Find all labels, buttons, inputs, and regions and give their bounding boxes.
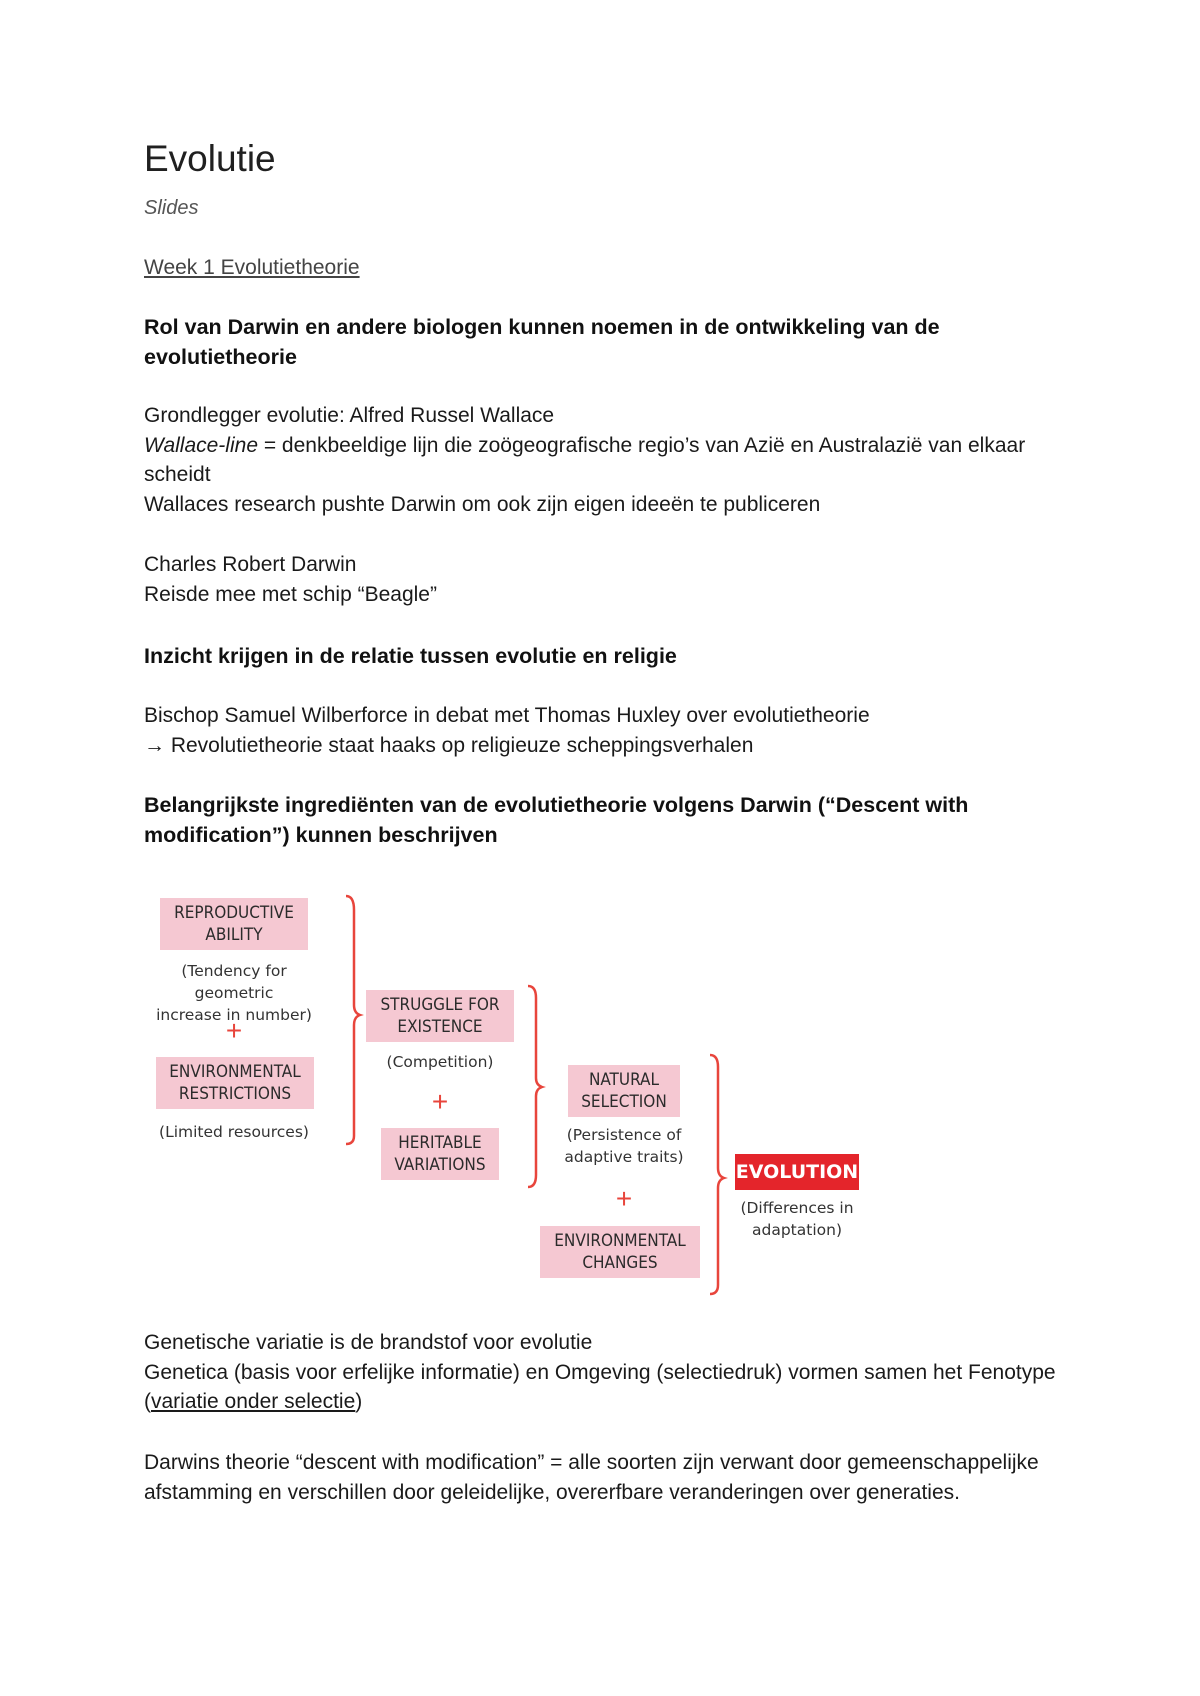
text-line: Grondlegger evolutie: Alfred Russel Wallace <box>144 404 555 427</box>
evolution-caption: (Differences in adaptation) <box>740 1199 854 1239</box>
plus-sign: + <box>615 1183 633 1214</box>
descent-with-modification-diagram <box>144 880 884 1300</box>
reproductive-ability-caption: (Tendency for geometric increase in number) <box>156 962 312 1024</box>
wallace-line-definition: = denkbeeldige lijn die zoögeografische regio’s van Azië en Australazië van elkaar scheidt <box>144 433 1026 486</box>
genetics-text: Genetica (basis voor erfelijke informatie) en Omgeving (selectiedruk) vormen samen het Fenotype ( <box>144 1360 1056 1413</box>
text-line: Bischop Samuel Wilberforce in debat met Thomas Huxley over evolutietheorie <box>144 704 870 727</box>
paragraph-darwin <box>144 550 1064 609</box>
plus-sign: + <box>431 1086 449 1117</box>
reproductive-ability-box: REPRODUCTIVE ABILITY <box>160 898 308 950</box>
heritable-variations-box: HERITABLE VARIATIONS <box>381 1128 499 1180</box>
section-heading-ingredients: Belangrijkste ingrediënten van de evolutietheorie volgens Darwin (“Descent with modification”) kunnen beschrijven <box>144 793 969 847</box>
environmental-restrictions-box: ENVIRONMENTAL RESTRICTIONS <box>156 1057 314 1109</box>
page-subtitle: Slides <box>144 197 199 219</box>
wallace-line-term: Wallace-line <box>144 433 258 457</box>
text-line <box>144 431 1064 490</box>
bracket-1 <box>346 896 360 1144</box>
environmental-changes-box: ENVIRONMENTAL CHANGES <box>540 1226 700 1278</box>
closing-paren: ) <box>355 1390 363 1413</box>
page-title: Evolutie <box>144 138 276 179</box>
section-heading-darwin: Rol van Darwin en andere biologen kunnen noemen in de ontwikkeling van de evolutietheorie <box>144 315 940 369</box>
struggle-for-existence-box: STRUGGLE FOR EXISTENCE <box>366 990 514 1042</box>
text-line: Genetische variatie is de brandstof voor evolutie <box>144 1331 593 1354</box>
natural-selection-caption: (Persistence of adaptive traits) <box>564 1126 684 1166</box>
environmental-restrictions-caption: (Limited resources) <box>159 1123 309 1141</box>
evolution-label: EVOLUTION <box>735 1154 859 1190</box>
paragraph-wallace <box>144 401 1064 519</box>
text-line: Reisde mee met schip “Beagle” <box>144 582 437 606</box>
text-line: → Revolutietheorie staat haaks op religieuze scheppingsverhalen <box>144 733 754 757</box>
text-line: Wallaces research pushte Darwin om ook zijn eigen ideeën te publiceren <box>144 492 821 516</box>
text-line <box>144 1358 1064 1417</box>
week-heading: Week 1 Evolutietheorie <box>144 256 360 279</box>
bracket-3 <box>710 1055 724 1294</box>
text-line: Charles Robert Darwin <box>144 553 357 576</box>
struggle-for-existence-caption: (Competition) <box>386 1053 494 1071</box>
section-heading-religion: Inzicht krijgen in de relatie tussen evolutie en religie <box>144 644 677 668</box>
plus-sign: + <box>225 1015 243 1046</box>
natural-selection-box: NATURAL SELECTION <box>568 1065 680 1117</box>
paragraph-descent-definition: Darwins theorie “descent with modification” = alle soorten zijn verwant door gemeenschappelijke afstamming en verschillen door geleidelijke, overerfbare veranderingen over generaties. <box>144 1451 1039 1504</box>
underlined-term: variatie onder selectie <box>151 1390 356 1413</box>
paragraph-genetics <box>144 1328 1064 1417</box>
paragraph-religion <box>144 701 1064 760</box>
